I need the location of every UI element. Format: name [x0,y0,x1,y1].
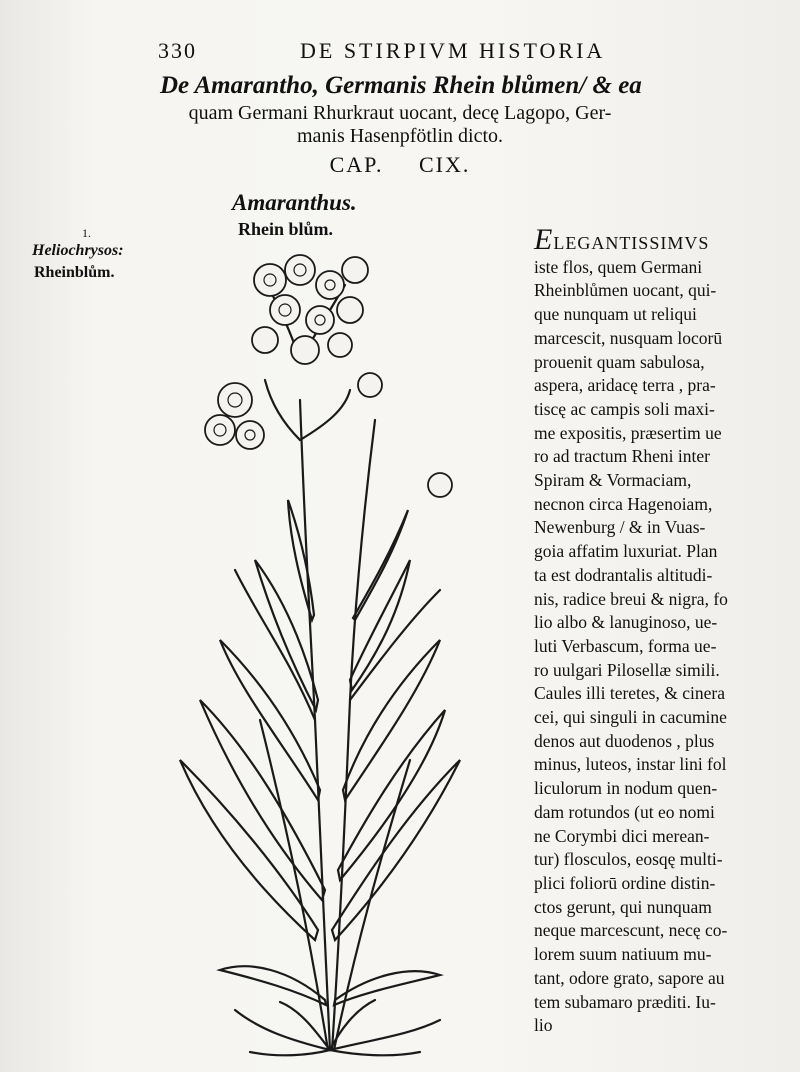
body-line: me expositis, præsertim ue [534,422,722,443]
body-line: que nunquam ut reliqui [534,304,697,325]
body-line: liculorum in nodum quen- [534,778,718,799]
body-line: tem subamaro præditi. Iu- [534,991,716,1012]
chapter-title-line-2: quam Germani Rhurkraut uocant, decę Lagopo, Ger- [188,102,612,124]
margin-note-line-2: Rheinblům. [34,264,115,281]
running-head-title: DE STIRPIVM HISTORIA [300,38,606,63]
body-line: prouenit quam sabulosa, [534,351,705,372]
body-line: Newenburg / & in Vuas- [534,517,706,538]
body-line: dam rotundos (ut eo nomi [534,801,715,822]
body-line: necnon circa Hagenoiam, [534,493,713,514]
body-line: luti Verbascum, forma ue- [534,635,717,656]
drop-cap: E [534,223,554,256]
body-line: ne Corymbi dici merean- [534,825,710,846]
body-line: lio [534,1015,553,1036]
cap-label: CAP. [329,152,384,177]
chapter-title-line-3: manis Hasenpfötlin dicto. [296,125,504,147]
body-line: marcescit, nusquam locorū [534,327,723,348]
body-line: goia affatim luxuriat. Plan [534,541,718,562]
body-line: ctos gerunt, qui nunquam [534,896,712,917]
body-line: cei, qui singuli in cacumine [534,707,727,728]
body-line: Spiram & Vormaciam, [534,470,692,491]
body-line: lio albo & lanuginoso, ue- [534,612,718,633]
body-line: tiscę ac campis soli maxi- [534,398,715,419]
margin-note-line-1: Heliochrysos: [32,242,124,259]
chapter-title [160,70,640,178]
body-line: iste flos, quem Germani [534,256,703,277]
plant-woodcut-illustration [140,240,520,1060]
body-line: tur) flosculos, eosqę multi- [534,849,723,870]
body-line: plici foliorū ordine distin- [534,872,716,893]
body-line: tant, odore grato, sapore au [534,967,725,988]
body-line: ro ad tractum Rheni inter [534,446,710,467]
figure-subtitle: Rhein blům. [238,219,334,239]
body-line: denos aut duodenos , plus [534,730,715,751]
page-number: 330 [158,38,197,63]
body-text-column [534,223,790,1038]
body-line: neque marcescunt, necę co- [534,920,728,941]
chapter-number [160,152,640,178]
body-first-line [534,223,790,256]
body-line: Rheinblůmen uocant, qui- [534,280,717,301]
body-line: LEGANTISSIMVS [553,233,710,253]
body-line: Caules illi teretes, & cinera [534,683,725,704]
body-line: ro uulgari Pilosellæ simili. [534,659,720,680]
figure-title: Amaranthus. [232,190,357,215]
body-line: aspera, aridacę terra , pra- [534,375,716,396]
chapter-title-line-1: De Amarantho, Germanis Rhein blůmen/ & ea [160,72,642,99]
body-line: minus, luteos, instar lini fol [534,754,727,775]
margin-note-number: 1. [82,226,91,240]
cap-number: CIX. [418,152,471,177]
body-line: ta est dodrantalis altitudi- [534,564,713,585]
running-header [150,36,650,64]
body-line: lorem suum natiuum mu- [534,944,712,965]
body-line: nis, radice breui & nigra, fo [534,588,728,609]
